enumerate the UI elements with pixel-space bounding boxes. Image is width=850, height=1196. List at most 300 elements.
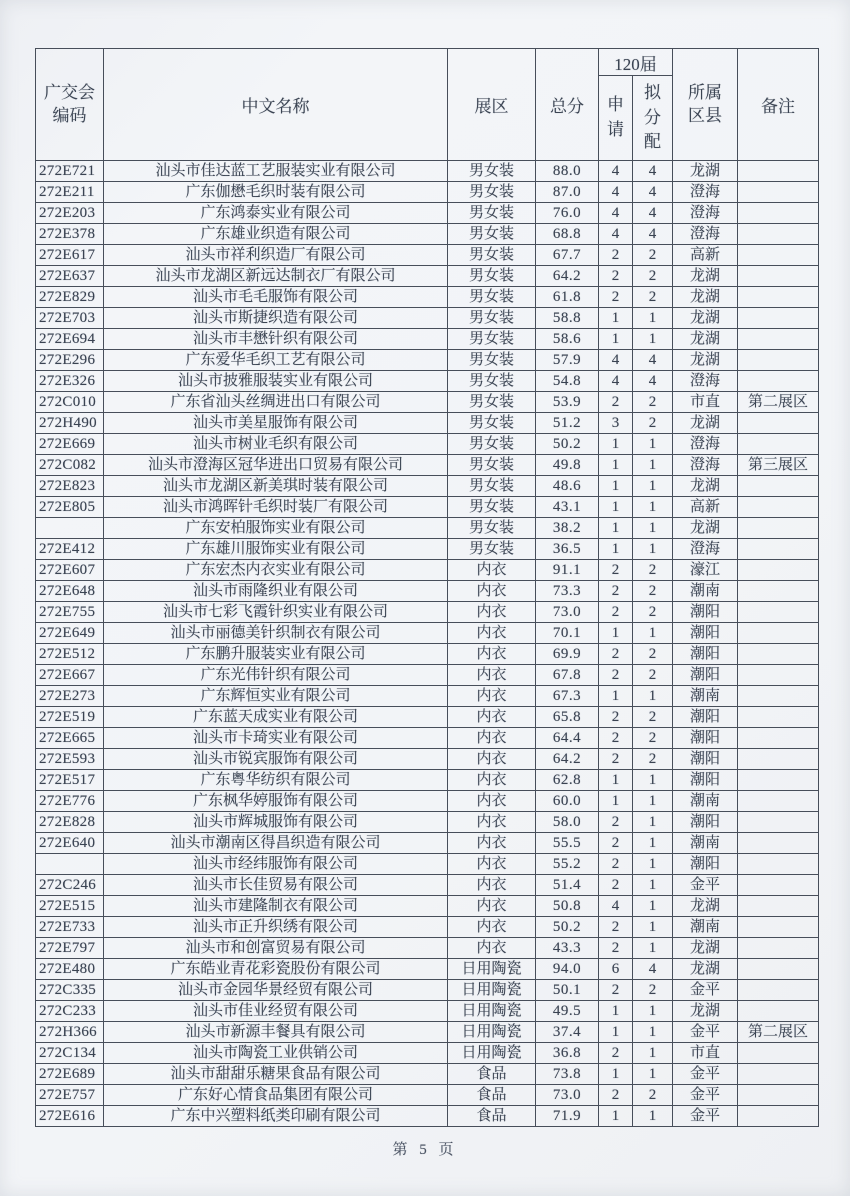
cell-apply: 1 [599,686,633,707]
cell-code: 272E689 [36,1064,104,1085]
cell-alloc: 1 [633,770,673,791]
cell-name: 广东鹏升服装实业有限公司 [104,644,448,665]
cell-code: 272E412 [36,539,104,560]
table-row [36,770,819,791]
table-row [36,161,819,182]
cell-code: 272H366 [36,1022,104,1043]
cell-district: 龙湖 [673,476,738,497]
cell-remark [738,1001,819,1022]
cell-remark [738,581,819,602]
cell-name: 汕头市澄海区冠华进出口贸易有限公司 [104,455,448,476]
cell-apply: 6 [599,959,633,980]
cell-apply: 1 [599,476,633,497]
cell-remark [738,686,819,707]
cell-code: 272E805 [36,497,104,518]
table-row [36,455,819,476]
cell-code: 272E296 [36,350,104,371]
cell-alloc: 2 [633,266,673,287]
cell-zone: 食品 [448,1085,536,1106]
cell-remark [738,518,819,539]
cell-name: 汕头市龙湖区新远达制衣厂有限公司 [104,266,448,287]
cell-alloc: 1 [633,329,673,350]
cell-district: 金平 [673,1064,738,1085]
cell-district: 市直 [673,392,738,413]
cell-code: 272E829 [36,287,104,308]
cell-code: 272E519 [36,707,104,728]
cell-code: 272E515 [36,896,104,917]
cell-name: 汕头市佳业经贸有限公司 [104,1001,448,1022]
cell-district: 潮阳 [673,728,738,749]
cell-code [36,518,104,539]
cell-code: 272E721 [36,161,104,182]
cell-apply: 1 [599,1001,633,1022]
cell-name: 广东爱华毛织工艺有限公司 [104,350,448,371]
table-row [36,539,819,560]
cell-code: 272E757 [36,1085,104,1106]
table-row [36,833,819,854]
table-row [36,1043,819,1064]
cell-score: 62.8 [536,770,599,791]
cell-zone: 日用陶瓷 [448,980,536,1001]
cell-district: 潮阳 [673,665,738,686]
cell-zone: 内衣 [448,707,536,728]
cell-apply: 2 [599,266,633,287]
cell-name: 汕头市斯捷织造有限公司 [104,308,448,329]
cell-apply: 2 [599,392,633,413]
cell-code: 272E667 [36,665,104,686]
cell-district: 澄海 [673,455,738,476]
cell-code: 272E211 [36,182,104,203]
cell-name: 汕头市雨隆织业有限公司 [104,581,448,602]
cell-zone: 内衣 [448,749,536,770]
cell-code: 272E378 [36,224,104,245]
cell-alloc: 1 [633,1106,673,1127]
cell-name: 汕头市美星服饰有限公司 [104,413,448,434]
cell-name: 汕头市披雅服装实业有限公司 [104,371,448,392]
cell-apply: 2 [599,980,633,1001]
cell-name: 汕头市锐宾服饰有限公司 [104,749,448,770]
cell-zone: 日用陶瓷 [448,1043,536,1064]
cell-apply: 1 [599,770,633,791]
cell-alloc: 4 [633,959,673,980]
cell-alloc: 1 [633,917,673,938]
cell-remark [738,644,819,665]
cell-name: 广东辉恒实业有限公司 [104,686,448,707]
cell-score: 88.0 [536,161,599,182]
cell-remark [738,560,819,581]
table-row [36,602,819,623]
cell-apply: 1 [599,329,633,350]
cell-score: 51.2 [536,413,599,434]
cell-score: 48.6 [536,476,599,497]
cell-remark [738,266,819,287]
cell-remark [738,833,819,854]
cell-district: 高新 [673,245,738,266]
cell-score: 73.0 [536,1085,599,1106]
cell-remark [738,1106,819,1127]
cell-name: 汕头市丰懋针织有限公司 [104,329,448,350]
cell-name: 广东好心情食品集团有限公司 [104,1085,448,1106]
cell-zone: 日用陶瓷 [448,1001,536,1022]
cell-apply: 2 [599,707,633,728]
cell-alloc: 1 [633,518,673,539]
cell-name: 汕头市鸿晖针毛织时装厂有限公司 [104,497,448,518]
cell-remark [738,224,819,245]
cell-remark [738,476,819,497]
cell-code: 272E593 [36,749,104,770]
cell-score: 58.8 [536,308,599,329]
cell-remark [738,665,819,686]
cell-name: 广东雄川服饰实业有限公司 [104,539,448,560]
col-header-district: 所属区县 [673,49,738,161]
cell-alloc: 2 [633,980,673,1001]
cell-apply: 2 [599,581,633,602]
cell-name: 广东省汕头丝绸进出口有限公司 [104,392,448,413]
cell-district: 濠江 [673,560,738,581]
cell-alloc: 1 [633,1043,673,1064]
cell-remark [738,308,819,329]
cell-name: 汕头市潮南区得昌织造有限公司 [104,833,448,854]
cell-code: 272E776 [36,791,104,812]
cell-name: 汕头市和创富贸易有限公司 [104,938,448,959]
cell-score: 65.8 [536,707,599,728]
cell-alloc: 1 [633,434,673,455]
cell-zone: 内衣 [448,686,536,707]
cell-remark [738,602,819,623]
cell-remark: 第二展区 [738,1022,819,1043]
cell-zone: 内衣 [448,917,536,938]
table-row [36,560,819,581]
cell-district: 龙湖 [673,1001,738,1022]
cell-score: 73.8 [536,1064,599,1085]
cell-score: 43.3 [536,938,599,959]
table-row [36,644,819,665]
cell-apply: 4 [599,350,633,371]
table-row [36,854,819,875]
cell-score: 36.8 [536,1043,599,1064]
table-row [36,980,819,1001]
cell-apply: 1 [599,497,633,518]
cell-district: 潮南 [673,791,738,812]
cell-score: 64.4 [536,728,599,749]
cell-district: 澄海 [673,371,738,392]
cell-apply: 2 [599,917,633,938]
cell-score: 68.8 [536,224,599,245]
cell-alloc: 1 [633,1001,673,1022]
cell-code: 272E517 [36,770,104,791]
cell-alloc: 1 [633,833,673,854]
table-row [36,623,819,644]
cell-alloc: 4 [633,371,673,392]
cell-apply: 2 [599,812,633,833]
cell-code: 272E640 [36,833,104,854]
cell-score: 50.1 [536,980,599,1001]
cell-name: 汕头市佳达蓝工艺服装实业有限公司 [104,161,448,182]
cell-score: 57.9 [536,350,599,371]
cell-district: 潮南 [673,686,738,707]
cell-code: 272E703 [36,308,104,329]
cell-code: 272C335 [36,980,104,1001]
cell-name: 汕头市七彩飞霞针织实业有限公司 [104,602,448,623]
cell-remark [738,497,819,518]
table-row [36,959,819,980]
cell-zone: 内衣 [448,770,536,791]
cell-alloc: 2 [633,749,673,770]
cell-alloc: 1 [633,791,673,812]
cell-score: 51.4 [536,875,599,896]
table-row [36,665,819,686]
cell-name: 汕头市正升织绣有限公司 [104,917,448,938]
cell-zone: 男女装 [448,371,536,392]
col-header-score: 总分 [536,49,599,161]
table-row [36,1001,819,1022]
cell-zone: 男女装 [448,539,536,560]
table-row [36,497,819,518]
cell-remark [738,938,819,959]
cell-code: 272H490 [36,413,104,434]
table-row [36,812,819,833]
table-row [36,1064,819,1085]
cell-district: 澄海 [673,203,738,224]
cell-district: 澄海 [673,224,738,245]
table-row [36,518,819,539]
cell-code: 272C134 [36,1043,104,1064]
cell-zone: 日用陶瓷 [448,1022,536,1043]
cell-remark [738,959,819,980]
cell-name: 广东皓业青花彩瓷股份有限公司 [104,959,448,980]
cell-remark [738,350,819,371]
cell-score: 38.2 [536,518,599,539]
cell-alloc: 2 [633,560,673,581]
cell-score: 36.5 [536,539,599,560]
cell-zone: 内衣 [448,581,536,602]
cell-name: 汕头市新源丰餐具有限公司 [104,1022,448,1043]
cell-code: 272C246 [36,875,104,896]
cell-apply: 2 [599,1085,633,1106]
cell-apply: 4 [599,371,633,392]
table-row [36,392,819,413]
cell-remark: 第三展区 [738,455,819,476]
cell-alloc: 1 [633,854,673,875]
table-row [36,707,819,728]
cell-score: 69.9 [536,644,599,665]
cell-zone: 男女装 [448,161,536,182]
cell-name: 汕头市毛毛服饰有限公司 [104,287,448,308]
cell-score: 50.2 [536,434,599,455]
cell-remark [738,287,819,308]
table-row [36,1085,819,1106]
cell-district: 龙湖 [673,287,738,308]
cell-alloc: 2 [633,581,673,602]
cell-name: 广东鸿泰实业有限公司 [104,203,448,224]
table-row [36,245,819,266]
cell-apply: 4 [599,182,633,203]
cell-district: 金平 [673,1106,738,1127]
cell-remark [738,791,819,812]
cell-zone: 男女装 [448,413,536,434]
cell-apply: 4 [599,203,633,224]
col-header-session: 120届 [599,49,673,76]
cell-score: 64.2 [536,266,599,287]
cell-district: 龙湖 [673,938,738,959]
cell-alloc: 2 [633,707,673,728]
cell-score: 91.1 [536,560,599,581]
cell-zone: 男女装 [448,434,536,455]
table-row [36,329,819,350]
cell-apply: 2 [599,602,633,623]
cell-district: 金平 [673,1085,738,1106]
cell-alloc: 2 [633,644,673,665]
cell-score: 53.9 [536,392,599,413]
cell-zone: 男女装 [448,287,536,308]
cell-score: 50.2 [536,917,599,938]
cell-zone: 男女装 [448,245,536,266]
table-header [36,49,819,161]
cell-apply: 4 [599,224,633,245]
cell-apply: 1 [599,1022,633,1043]
cell-apply: 2 [599,1043,633,1064]
cell-remark [738,707,819,728]
cell-code: 272E823 [36,476,104,497]
cell-zone: 男女装 [448,392,536,413]
cell-score: 55.5 [536,833,599,854]
cell-remark [738,875,819,896]
cell-district: 龙湖 [673,329,738,350]
cell-zone: 内衣 [448,602,536,623]
cell-name: 广东伽懋毛织时装有限公司 [104,182,448,203]
cell-name: 汕头市辉城服饰有限公司 [104,812,448,833]
table-row [36,917,819,938]
cell-score: 76.0 [536,203,599,224]
cell-alloc: 1 [633,812,673,833]
cell-name: 广东光伟针织有限公司 [104,665,448,686]
cell-district: 龙湖 [673,518,738,539]
cell-code: 272E665 [36,728,104,749]
cell-remark [738,434,819,455]
cell-zone: 内衣 [448,560,536,581]
cell-apply: 3 [599,413,633,434]
cell-code: 272E617 [36,245,104,266]
cell-district: 龙湖 [673,308,738,329]
cell-alloc: 1 [633,938,673,959]
cell-name: 汕头市丽德美针织制衣有限公司 [104,623,448,644]
cell-alloc: 2 [633,287,673,308]
cell-zone: 男女装 [448,308,536,329]
table-row [36,371,819,392]
cell-score: 58.0 [536,812,599,833]
cell-apply: 2 [599,833,633,854]
cell-remark [738,329,819,350]
cell-alloc: 1 [633,623,673,644]
cell-code: 272E649 [36,623,104,644]
cell-alloc: 1 [633,686,673,707]
cell-score: 73.3 [536,581,599,602]
cell-score: 67.3 [536,686,599,707]
cell-name: 汕头市陶瓷工业供销公司 [104,1043,448,1064]
cell-zone: 男女装 [448,350,536,371]
cell-district: 金平 [673,1022,738,1043]
table-row [36,1106,819,1127]
cell-remark [738,917,819,938]
cell-alloc: 2 [633,245,673,266]
cell-name: 广东中兴塑料纸类印刷有限公司 [104,1106,448,1127]
table-row [36,413,819,434]
cell-apply: 2 [599,854,633,875]
cell-alloc: 1 [633,1022,673,1043]
cell-district: 潮阳 [673,749,738,770]
cell-remark [738,980,819,1001]
cell-apply: 1 [599,539,633,560]
cell-district: 金平 [673,980,738,1001]
cell-score: 55.2 [536,854,599,875]
cell-district: 潮阳 [673,770,738,791]
cell-alloc: 2 [633,665,673,686]
cell-zone: 男女装 [448,497,536,518]
cell-code: 272E607 [36,560,104,581]
table-row [36,182,819,203]
table-row [36,749,819,770]
cell-apply: 2 [599,875,633,896]
cell-district: 潮阳 [673,602,738,623]
cell-district: 潮阳 [673,644,738,665]
cell-zone: 男女装 [448,203,536,224]
cell-score: 37.4 [536,1022,599,1043]
cell-apply: 4 [599,161,633,182]
cell-apply: 1 [599,518,633,539]
cell-name: 广东枫华婷服饰有限公司 [104,791,448,812]
cell-zone: 男女装 [448,224,536,245]
cell-zone: 内衣 [448,623,536,644]
cell-apply: 1 [599,308,633,329]
cell-apply: 2 [599,560,633,581]
cell-alloc: 1 [633,539,673,560]
cell-score: 73.0 [536,602,599,623]
cell-alloc: 1 [633,875,673,896]
cell-remark [738,1085,819,1106]
cell-alloc: 2 [633,413,673,434]
cell-apply: 2 [599,644,633,665]
cell-remark [738,1064,819,1085]
cell-alloc: 1 [633,455,673,476]
cell-zone: 内衣 [448,665,536,686]
cell-district: 龙湖 [673,959,738,980]
cell-score: 61.8 [536,287,599,308]
cell-alloc: 1 [633,497,673,518]
table-row [36,434,819,455]
cell-district: 澄海 [673,539,738,560]
cell-apply: 2 [599,287,633,308]
cell-remark [738,245,819,266]
table-row [36,728,819,749]
cell-apply: 2 [599,665,633,686]
cell-name: 广东粤华纺织有限公司 [104,770,448,791]
cell-alloc: 4 [633,224,673,245]
cell-remark [738,623,819,644]
cell-code: 272E480 [36,959,104,980]
cell-code: 272E828 [36,812,104,833]
cell-score: 67.7 [536,245,599,266]
table-row [36,896,819,917]
table-row [36,203,819,224]
cell-district: 市直 [673,1043,738,1064]
cell-district: 龙湖 [673,161,738,182]
cell-remark [738,896,819,917]
table-body [36,161,819,1127]
col-header-name: 中文名称 [104,49,448,161]
cell-code: 272E326 [36,371,104,392]
cell-score: 49.5 [536,1001,599,1022]
cell-remark [738,203,819,224]
